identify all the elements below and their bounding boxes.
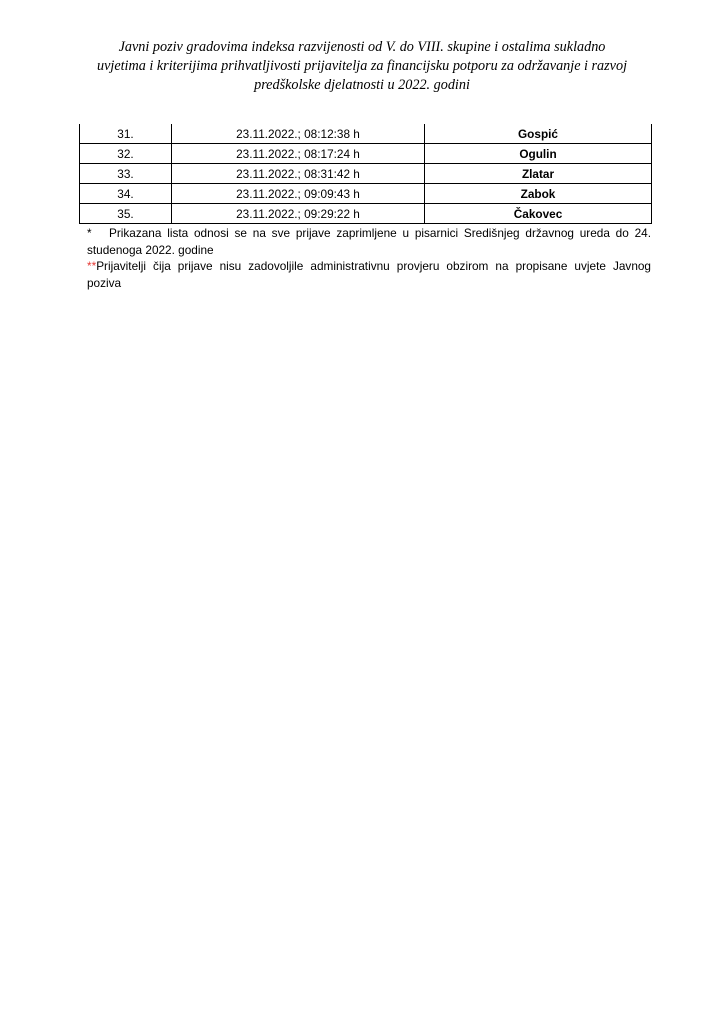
row-city: Zabok — [425, 184, 652, 204]
footnote-rejected — [87, 258, 651, 291]
row-city: Zlatar — [425, 164, 652, 184]
applications-table — [79, 124, 652, 224]
row-number: 34. — [80, 184, 172, 204]
header-title-line-1: Javni poziv gradovima indeksa razvijenosti od V. do VIII. skupine i ostalima sukladno — [118, 39, 606, 55]
header-title-line-3: predškolske djelatnosti u 2022. godini — [254, 77, 470, 93]
table-row — [80, 204, 652, 224]
row-number: 32. — [80, 144, 172, 164]
table-row — [80, 164, 652, 184]
row-number: 33. — [80, 164, 172, 184]
row-timestamp: 23.11.2022.; 08:17:24 h — [172, 144, 425, 164]
footnote-text: Prijavitelji čija prijave nisu zadovoljile administrativnu provjeru obzirom na propisane uvjete Javnog — [96, 259, 651, 273]
row-city: Čakovec — [425, 204, 652, 224]
row-city: Gospić — [425, 124, 652, 144]
footnote-line — [87, 225, 651, 242]
footnote-marker: * — [87, 226, 92, 240]
row-timestamp: 23.11.2022.; 09:29:22 h — [172, 204, 425, 224]
row-timestamp: 23.11.2022.; 09:09:43 h — [172, 184, 425, 204]
row-number: 31. — [80, 124, 172, 144]
footnote-text: Prikazana lista odnosi se na sve prijave zaprimljene u pisarnici Središnjeg državnog ureda do 24. — [108, 226, 651, 240]
footnote-submissions — [87, 225, 651, 258]
row-timestamp: 23.11.2022.; 08:12:38 h — [172, 124, 425, 144]
row-city: Ogulin — [425, 144, 652, 164]
table-row — [80, 144, 652, 164]
footnote-marker: ** — [87, 259, 97, 273]
footnotes — [87, 225, 651, 291]
table-row — [80, 124, 652, 144]
row-timestamp: 23.11.2022.; 08:31:42 h — [172, 164, 425, 184]
document-header — [60, 38, 664, 95]
header-title-line-2: uvjetima i kriterijima prihvatljivosti prijavitelja za financijsku potporu za održavanje i razvoj — [96, 58, 628, 74]
table-row — [80, 184, 652, 204]
footnote-line: poziva — [87, 275, 122, 290]
footnote-line — [87, 258, 651, 275]
footnote-line: studenoga 2022. godine — [87, 242, 214, 257]
row-number: 35. — [80, 204, 172, 224]
